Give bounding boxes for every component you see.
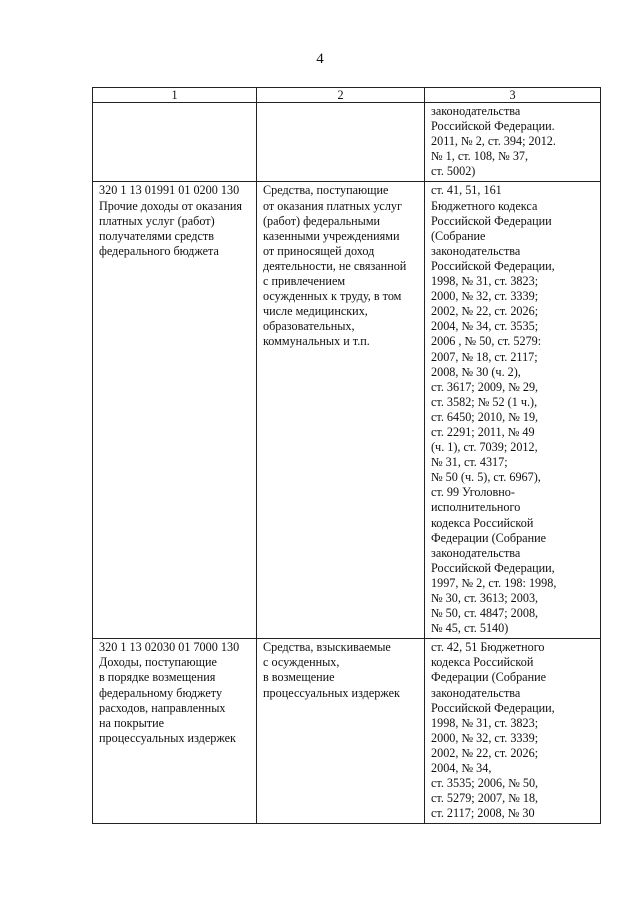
cell-text-line: процессуальных издержек (263, 685, 400, 700)
legal-basis-cell (425, 103, 601, 182)
table-row (93, 103, 601, 182)
cell-text-line: коммунальных и т.п. (263, 334, 370, 349)
budget-revenue-table (92, 87, 601, 824)
cell-text-line: 2004, № 34, (431, 761, 492, 776)
cell-text-line: Бюджетного кодекса (431, 198, 538, 213)
cell-text-line: ст. 6450; 2010, № 19, (431, 409, 539, 424)
cell-text-line: 1997, № 2, ст. 198: 1998, (431, 575, 557, 590)
cell-text-line: казенными учреждениями (263, 228, 400, 243)
cell-text-line: 1998, № 31, ст. 3823; (431, 715, 539, 730)
column-header-1: 1 (93, 88, 257, 103)
cell-text-line: числе медицинских, (263, 304, 368, 319)
cell-text-line: Российской Федерации (431, 213, 552, 228)
cell-text-line: в возмещение (263, 670, 335, 685)
cell-text-line: от приносящей доход (263, 243, 375, 258)
cell-text-line: (работ) федеральными (263, 213, 381, 228)
cell-text-line: 2002, № 22, ст. 2026; (431, 304, 539, 319)
cell-text-line: от оказания платных услуг (263, 198, 403, 213)
cell-text-line: 2004, № 34, ст. 3535; (431, 319, 539, 334)
table-header-row (93, 88, 601, 103)
cell-text-line: платных услуг (работ) (99, 213, 215, 228)
cell-text-line: исполнительного (431, 500, 521, 515)
cell-text-line: № 31, ст. 4317; (431, 455, 508, 470)
cell-text-line: 2011, № 2, ст. 394; 2012. (431, 134, 556, 149)
cell-text-line: Федерации (Собрание (431, 670, 547, 685)
cell-text-line: ст. 41, 51, 161 (431, 183, 502, 198)
table-body (93, 103, 601, 824)
cell-text-line: законодательства (431, 243, 521, 258)
cell-text-line: 2007, № 18, ст. 2117; (431, 349, 538, 364)
cell-text-line: ст. 2291; 2011, № 49 (431, 424, 535, 439)
cell-text-line: 1998, № 31, ст. 3823; (431, 274, 539, 289)
cell-text-line: 320 1 13 01991 01 0200 130 (99, 183, 240, 198)
cell-text-line: осужденных к труду, в том (263, 289, 402, 304)
cell-text-line: Доходы, поступающие (99, 655, 217, 670)
cell-text-line: ст. 99 Уголовно- (431, 485, 515, 500)
cell-text-line: деятельности, не связанной (263, 258, 407, 273)
cell-text-line: образовательных, (263, 319, 355, 334)
legal-basis-cell (425, 639, 601, 824)
table-row (93, 639, 601, 824)
cell-text-line: 2006 , № 50, ст. 5279: (431, 334, 542, 349)
cell-text-line: № 45, ст. 5140) (431, 621, 509, 636)
cell-text-line: ст. 3535; 2006, № 50, (431, 776, 539, 791)
revenue-code-cell (93, 182, 257, 639)
description-cell (257, 182, 425, 639)
revenue-code-cell (93, 639, 257, 824)
description-cell (257, 639, 425, 824)
revenue-code-cell (93, 103, 257, 182)
cell-text-line: 2000, № 32, ст. 3339; (431, 730, 539, 745)
cell-text-line: ст. 42, 51 Бюджетного (431, 640, 545, 655)
cell-text-line: Российской Федерации, (431, 700, 555, 715)
cell-text-line: Федерации (Собрание (431, 530, 547, 545)
page-number: 4 (316, 51, 324, 67)
cell-text-line: Средства, поступающие (263, 183, 389, 198)
cell-text-line: 2002, № 22, ст. 2026; (431, 745, 539, 760)
cell-text-line: законодательства (431, 104, 521, 118)
cell-text-line: расходов, направленных (99, 700, 226, 715)
cell-text-line: кодекса Российской (431, 655, 534, 670)
cell-text-line: Российской Федерации, (431, 560, 555, 575)
cell-text-line: № 50, ст. 4847; 2008, (431, 606, 539, 621)
table-row (93, 182, 601, 639)
cell-text-line: № 50 (ч. 5), ст. 6967), (431, 470, 541, 485)
cell-text-line: получателями средств (99, 228, 215, 243)
cell-text-line: в порядке возмещения (99, 670, 216, 685)
description-cell (257, 103, 425, 182)
cell-text-line: 2000, № 32, ст. 3339; (431, 289, 539, 304)
cell-text-line: с привлечением (263, 274, 346, 289)
cell-text-line: № 30, ст. 3613; 2003, (431, 591, 539, 605)
cell-text-line: ст. 3617; 2009, № 29, (431, 379, 539, 394)
cell-text-line: на покрытие (99, 715, 165, 730)
legal-basis-cell (425, 182, 601, 639)
cell-text-line: с осужденных, (263, 655, 340, 670)
cell-text-line: (Собрание (431, 228, 486, 243)
cell-text-line: 2008, № 30 (ч. 2), (431, 364, 521, 379)
cell-text-line: федерального бюджета (99, 243, 219, 258)
cell-text-line: Средства, взыскиваемые (263, 640, 391, 655)
cell-text-line: ст. 2117; 2008, № 30 (431, 806, 535, 821)
cell-text-line: процессуальных издержек (99, 730, 236, 745)
cell-text-line: кодекса Российской (431, 515, 534, 530)
cell-text-line: Российской Федерации, (431, 258, 555, 273)
column-header-2: 2 (257, 88, 425, 103)
cell-text-line: законодательства (431, 545, 521, 560)
cell-text-line: законодательства (431, 685, 521, 700)
cell-text-line: ст. 5279; 2007, № 18, (431, 791, 539, 806)
cell-text-line: № 1, ст. 108, № 37, (431, 149, 529, 164)
cell-text-line: ст. 3582; № 52 (1 ч.), (431, 394, 538, 409)
cell-text-line: Прочие доходы от оказания (99, 198, 242, 213)
cell-text-line: 320 1 13 02030 01 7000 130 (99, 640, 240, 655)
cell-text-line: ст. 5002) (431, 164, 476, 179)
cell-text-line: федеральному бюджету (99, 685, 223, 700)
cell-text-line: Российской Федерации. (431, 119, 555, 134)
column-header-3: 3 (425, 88, 601, 103)
cell-text-line: (ч. 1), ст. 7039; 2012, (431, 440, 538, 455)
